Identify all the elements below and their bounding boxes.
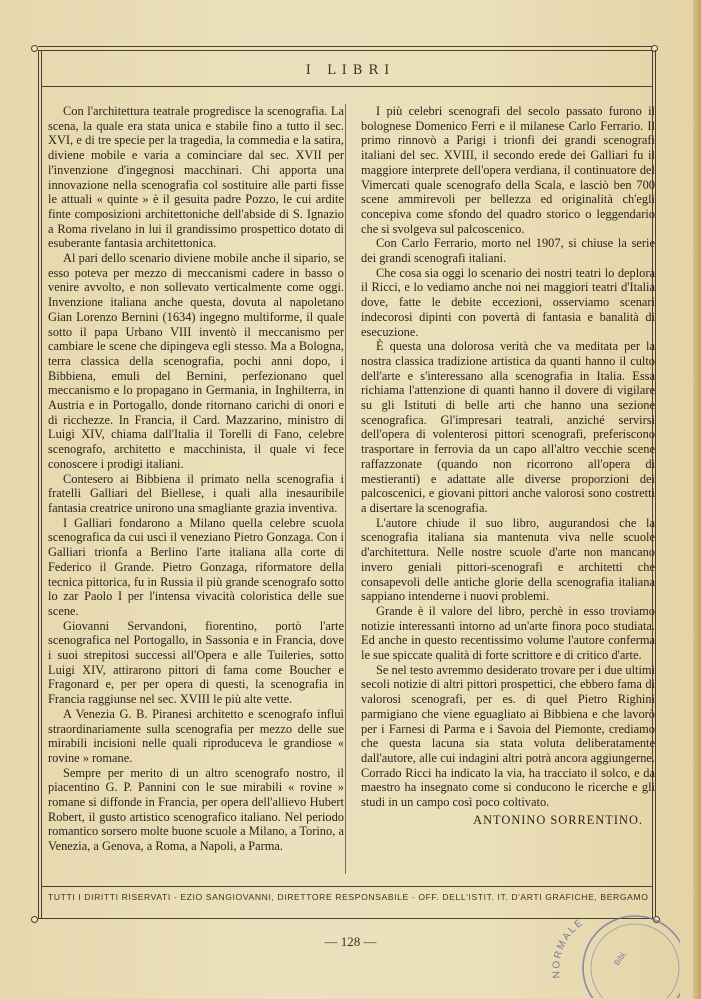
left-column: [48, 104, 344, 879]
paragraph: Che cosa sia oggi lo scenario dei nostri teatri lo deplora il Ricci, e lo vediamo anche noi nei maggiori teatri d'Italia dove, fatte le debite eccezioni, osserviamo scenari indecorosi dipinti con povertà di fantasia e banalità di esecuzione.: [361, 265, 655, 339]
column-divider: [345, 104, 346, 874]
paragraph: Contesero ai Bibbiena il primato nella scenografia i fratelli Galliari del Biellese, i quali alla inesauribile fantasia creatrice unirono una smagliante grazia inventiva.: [48, 471, 344, 515]
top-left-ornament: [31, 45, 38, 52]
page-edge: [693, 0, 701, 999]
library-stamp: [540, 908, 680, 998]
imprint-footer: TUTTI I DIRITTI RISERVATI - EZIO SANGIOVANNI, DIRETTORE RESPONSABILE - OFF. DELL'ISTIT. IT. D'ARTI GRAFICHE, BERGAMO: [48, 892, 649, 902]
paragraph: Sempre per merito di un altro scenografo nostro, il piacentino G. P. Pannini con le sue mirabili « rovine » romane si diffonde in Francia, per opera dell'allievo Hubert Robert, il gusto artistico scenografico italiano. Nel periodo romantico sorsero molte buone scuole a Milano, a Torino, a Venezia, a Genova, a Roma, a Napoli, a Parma.: [48, 765, 344, 854]
bottom-left-ornament: [31, 916, 38, 923]
right-frame-rule-inner: [655, 50, 656, 918]
left-frame-rule: [38, 50, 39, 918]
paragraph: I più celebri scenografi del secolo passato furono il bolognese Domenico Ferri e il milanese Carlo Ferrario. Il primo rinnovò a Parigi i trionfi dei grandi scenografi italiani del sec. XVIII, il secondo erede dei Galliari fu il maggiore interprete dell'opera verdiana, il continuatore del Vimercati quale scenografo della Scala, e lasciò ben 700 scene ammirevoli per bellezza ed originalità ch'egli concepiva come sfondo del quadro storico o leggendario che si svolgeva sul palcoscenico.: [361, 104, 655, 236]
paragraph: A Venezia G. B. Piranesi architetto e scenografo influì straordinariamente sulla scenografia per mezzo delle sue mirabili incisioni nelle quali riproduceva le grandiose « rovine » romane.: [48, 706, 344, 765]
author-signature: ANTONINO SORRENTINO.: [473, 812, 643, 827]
paragraph: Grande è il valore del libro, perchè in esso troviamo notizie interessanti intorno ad un'arte finora poco studiata. Ed anche in questo recentissimo volume l'autore conferma le sue spiccate qualità di forte scrittore e di critico d'arte.: [361, 603, 655, 663]
right-column: [361, 104, 655, 879]
paragraph: È questa una dolorosa verità che va meditata per la nostra classica tradizione artistica da quanti hanno il culto dell'arte e s'interessano alla scenografia in Italia. Essa richiama l'attenzione di quanti hanno il dovere di vigilare su gli Istituti di belle arti che hanno una sezione scenografica. Gl'impresari teatrali, anziché servirsi dell'opera di volenterosi pittori scenografi, preferiscono trasportare in ferrovia da un capo all'altro vecchie scene raffazzonate (quando non ricorrono all'opera di mestieranti) e adattate alle diverse proporzioni dei palcoscenici, e giovani pittori anche valorosi sono costretti a disertare la scenografia.: [361, 339, 655, 515]
header-rule: [42, 86, 652, 87]
paragraph: Se nel testo avremmo desiderato trovare per i due ultimi secoli notizie di altri pittori prospettici, che ebbero fama di valorosi scenografi, per es. di quel Pietro Righini parmigiano che viene eguagliato ai Bibbiena e che lavorò per i Farnesi di Parma e i Savoia del Piemonte, crediamo che questa lacuna sia stata voluta deliberatamente dall'autore, alle cui indagini altri potrà ancora aggiungerne. Corrado Ricci ha indicato la via, ha tracciato il solco, e da maestro ha insegnato come si conducono le ricerche e gli studi in un campo così poco coltivato.: [361, 662, 655, 810]
top-rule-outer: [38, 46, 652, 47]
stamp-text: NORMALE: [551, 916, 587, 979]
svg-text:NORMALE: [551, 917, 586, 979]
page-number: — 128 —: [324, 934, 377, 949]
left-frame-rule-inner: [41, 50, 42, 918]
paragraph: I Galliari fondarono a Milano quella celebre scuola scenografica da cui uscì il veneziano Pietro Gonzaga. Con i Galliari trionfa a Berlino l'arte italiana alla corte di Federico il Grande. Pietro Gonzaga, riformatore della tecnica pittorica, fu in Russia il più grande scenografo sotto lo zar Paolo I per l'intensa vivacità coloristica delle sue scene.: [48, 515, 344, 618]
paragraph: Con Carlo Ferrario, morto nel 1907, si chiuse la serie dei grandi scenografi italiani.: [361, 236, 655, 266]
stamp-side-text: Bibl.: [612, 949, 629, 968]
paragraph: Al pari dello scenario diviene mobile anche il sipario, se esso poteva per mezzo di meccanismi cadere in basso o venire avvolto, e non sollevato verticalmente come oggi. Invenzione italiana anche questa, dovuta al napoletano Gian Lorenzo Bernini (1634) ingegno multiforme, il quale sotto il papa Urbano VIII inventò il meccanismo per cambiare le scene che dipingeva egli stesso. Ma a Bologna, terra classica della scenografia, pochi anni dopo, i Bibbiena, emuli del Bernini, perfezionano quel meccanismo e lo propagano in Germania, in Inghilterra, in Austria e in Portogallo, donde ritornano carichi di onori e di ricchezze. In Francia, il Card. Mazzarino, ministro di Luigi XIV, chiama dall'Italia il Torelli di Fano, celebre scenografo, architetto e macchinista, il quale vi fece conoscere i prodigi italiani.: [48, 251, 344, 471]
top-rule-inner: [38, 50, 652, 51]
running-header: I LIBRI: [305, 63, 396, 78]
paragraph: Giovanni Servandoni, fiorentino, portò l'arte scenografica nel Portogallo, in Sassonia e in Francia, dove i suoi strepitosi successi all'Opera e alle Tuileries, sotto Luigi XIV, attirarono pittori di fama come Boucher e Fragonard e, per per opera di questi, la scenografia in Francia raggiunse nel sec. XVIII le più alte vette.: [48, 618, 344, 707]
footer-rule-top: [42, 886, 652, 887]
paragraph: Con l'architettura teatrale progredisce la scenografia. La scena, la quale era stata unica e stabile fino a tutto il sec. XVI, e di tre specie per la tragedia, la commedia e la satira, diviene mobile e varia a cominciare dal sec. XVII per l'invenzione d'ingegnosi macchinari. Chi apporta una innovazione nella scenografia col sostituire alle parti fisse le attuali « quinte » è il gesuita padre Pozzo, le cui ardite finte composizioni architettoniche dell'abside di S. Ignazio a Roma rivelano in lui il grandissimo prospettico dotato di esuberante fantasia architettonica.: [48, 104, 344, 251]
paragraph: L'autore chiude il suo libro, augurandosi che la scenografia italiana sia mantenuta viva nelle scuole d'architettura. Nelle nostre scuole d'arte non mancano invero geniali pittori-scenografi e architetti che consapevoli delle antiche glorie della scenografia italiana sappiano intenderne i nuovi problemi.: [361, 515, 655, 604]
